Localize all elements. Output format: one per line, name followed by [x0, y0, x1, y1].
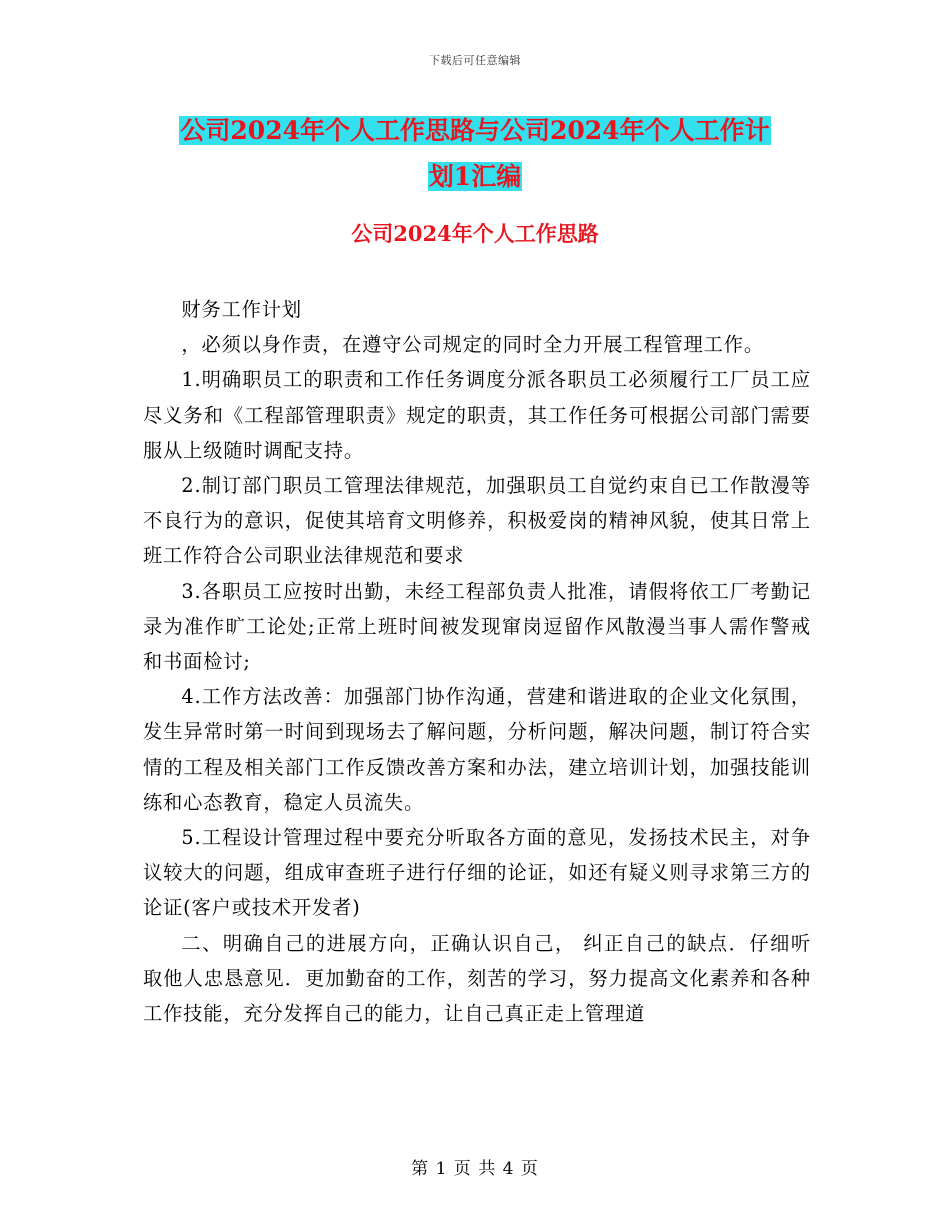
page-number: 第 1 页 共 4 页 — [411, 1159, 539, 1179]
page-header-note: 下载后可任意编辑 — [429, 54, 521, 67]
section-title: 公司2024年个人工作思路 — [351, 221, 599, 246]
document-title-line2: 划1汇编 — [428, 162, 522, 191]
paragraph: 5.工程设计管理过程中要充分听取各方面的意见，发扬技术民主，对争议较大的问题，组成审查班子进行仔细的论证，如还有疑义则寻求第三方的论证(客户或技术开发者) — [143, 826, 811, 920]
document-body — [143, 292, 811, 1031]
paragraph: 4.工作方法改善：加强部门协作沟通，营建和谐进取的企业文化氛围，发生异常时第一时间到现场去了解问题，分析问题，解决问题，制订符合实情的工程及相关部门工作反馈改善方案和办法，建立培训计划，加强技能训练和心态教育，稳定人员流失。 — [143, 685, 811, 814]
paragraph: 1.明确职员工的职责和工作任务调度分派各职员工必须履行工厂员工应尽义务和《工程部管理职责》规定的职责，其工作任务可根据公司部门需要服从上级随时调配支持。 — [143, 368, 811, 462]
paragraph: 2.制订部门职员工管理法律规范，加强职员工自觉约束自已工作散漫等不良行为的意识，促使其培育文明修养，积极爱岗的精神风貌，使其日常上班工作符合公司职业法律规范和要求 — [143, 474, 811, 568]
paragraph: 财务工作计划 — [181, 298, 302, 321]
document-title — [140, 108, 810, 200]
paragraph: 二、明确自己的进展方向，正确认识自己， 纠正自己的缺点．仔细听取他人忠恳意见．更加勤奋的工作，刻苦的学习，努力提高文化素养和各种工作技能，充分发挥自己的能力，让自己真正走上管理道 — [143, 931, 811, 1026]
document-title-line1: 公司2024年个人工作思路与公司2024年个人工作计 — [180, 116, 770, 145]
paragraph: ，必须以身作责，在遵守公司规定的同时全力开展工程管理工作。 — [181, 333, 764, 357]
paragraph: 3.各职员工应按时出勤，未经工程部负责人批准，请假将依工厂考勤记录为准作旷工论处;正常上班时间被发现窜岗逗留作风散漫当事人需作警戒和书面检讨; — [143, 579, 811, 674]
